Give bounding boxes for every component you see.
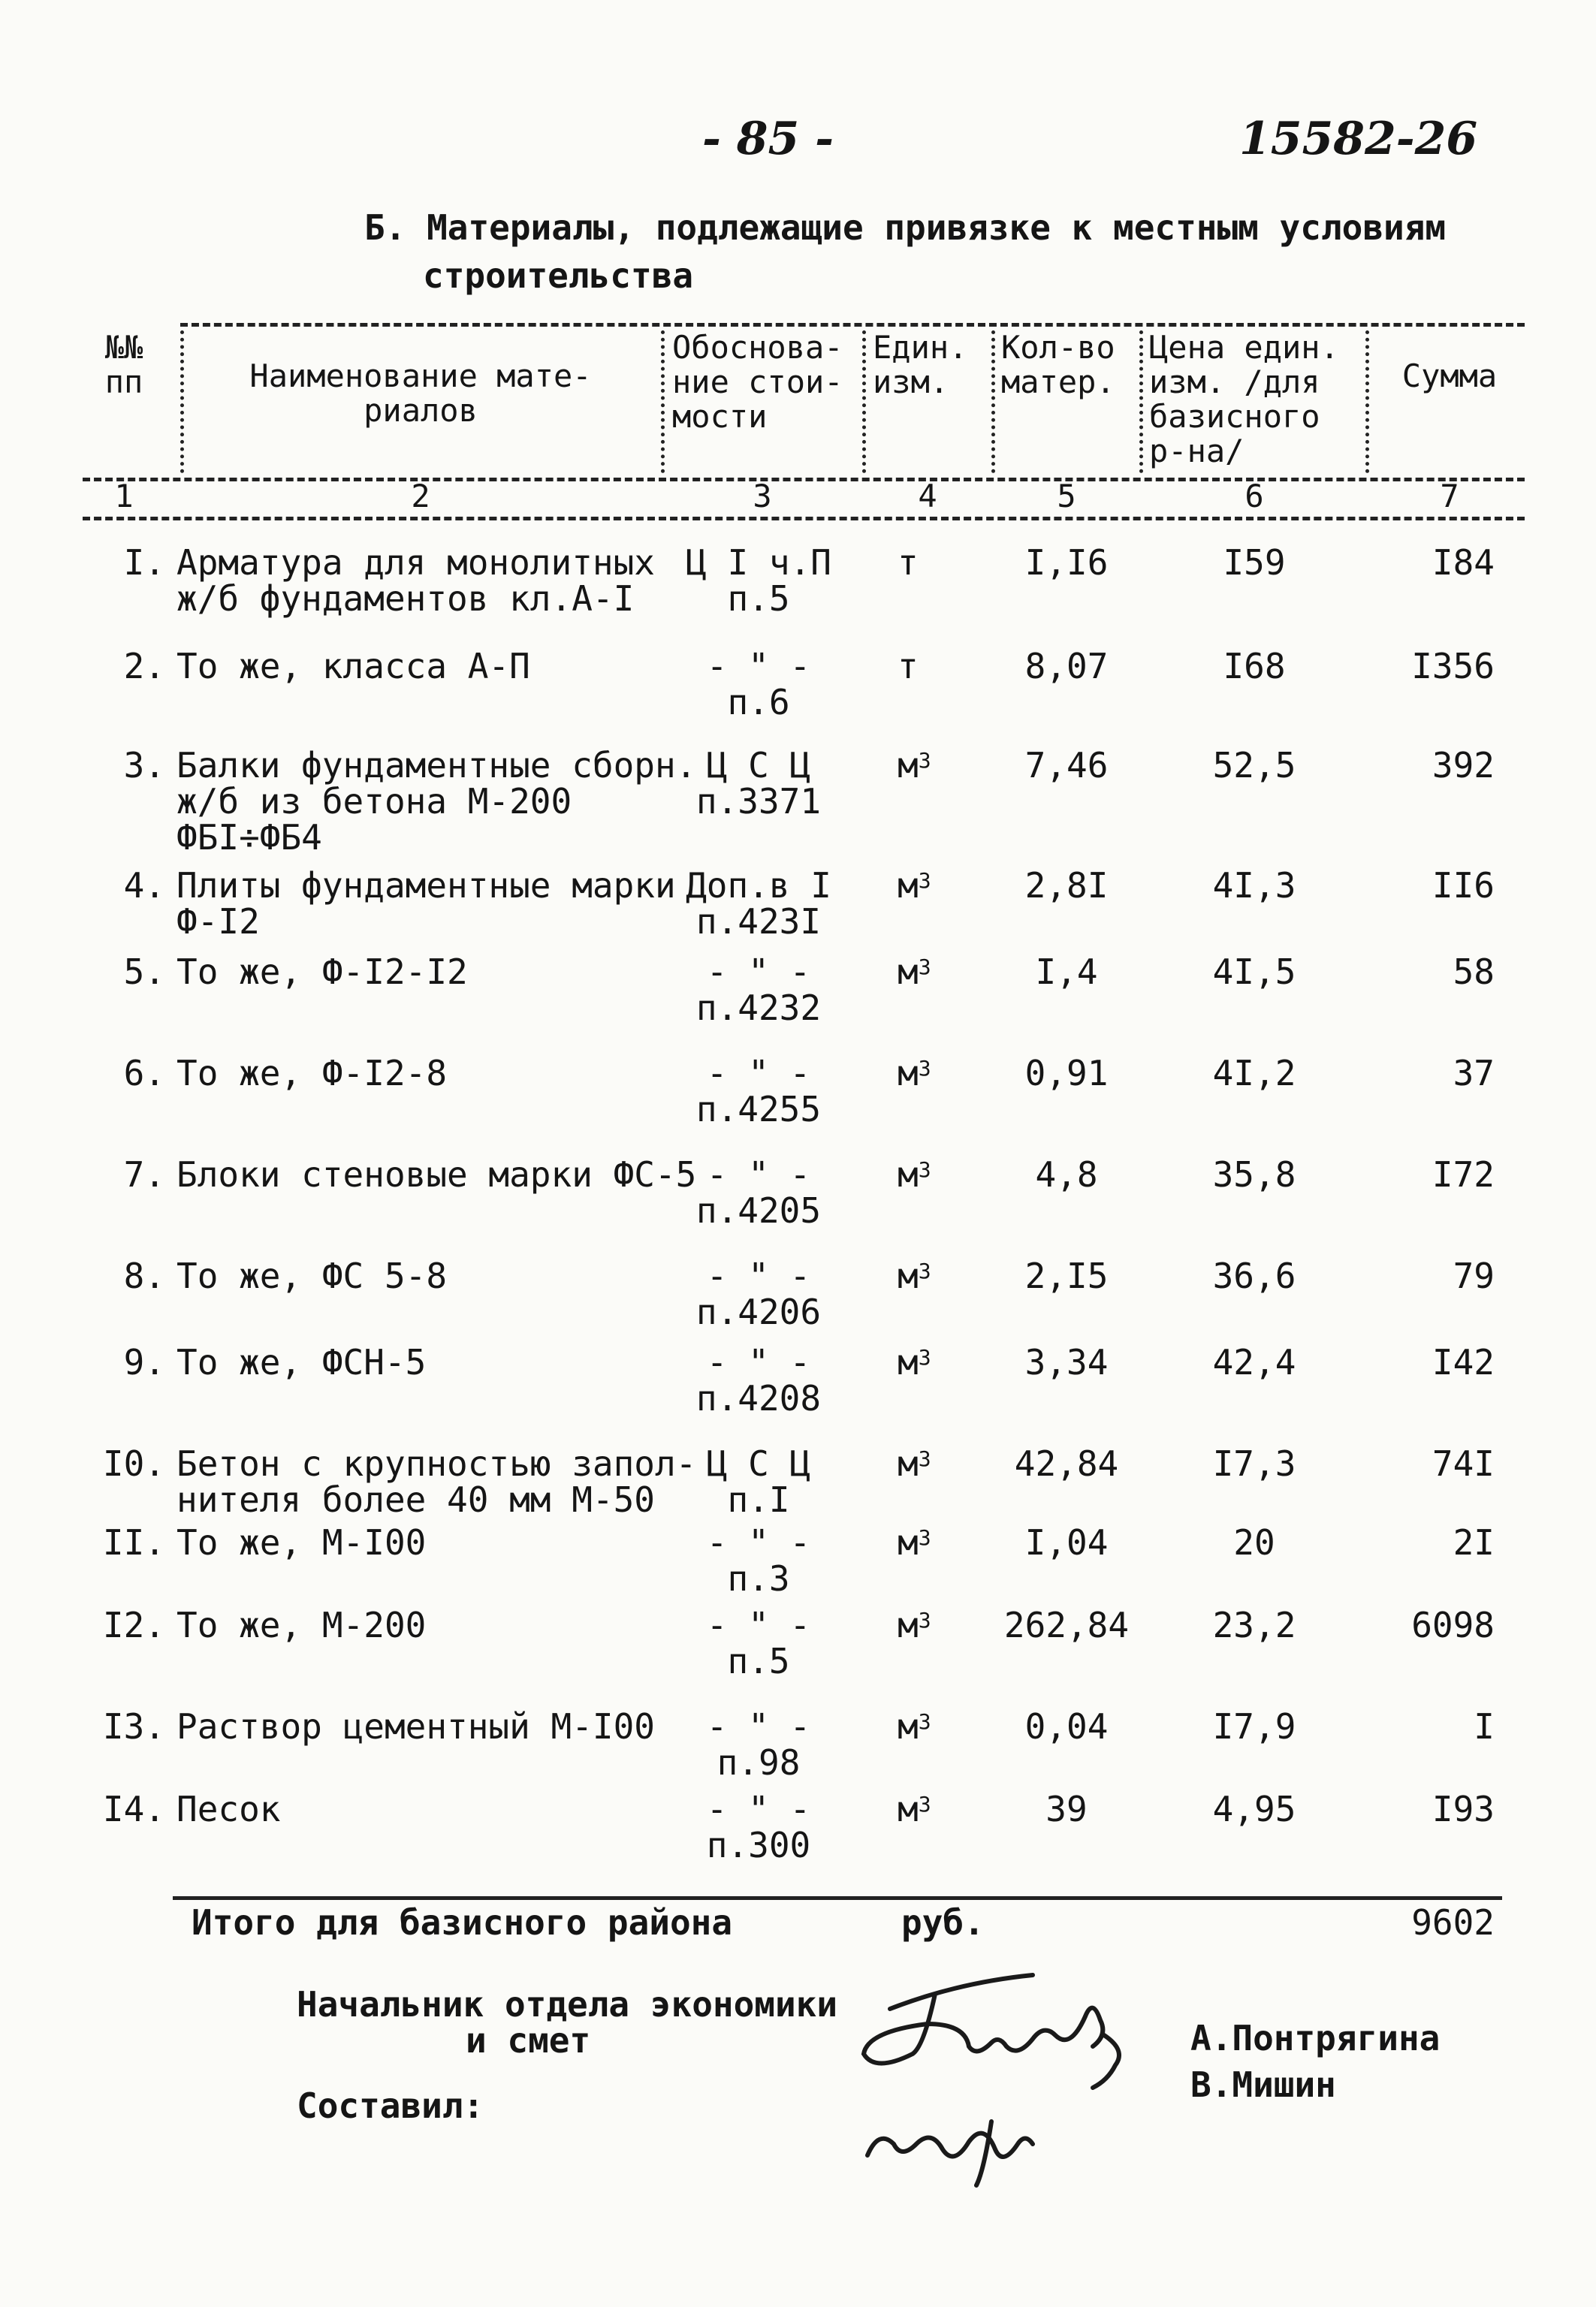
total-rule [173, 1896, 1502, 1900]
quantity: 0,04 [1024, 1706, 1109, 1747]
header-divider [991, 330, 995, 473]
material-name: Раствор цементный М-I00 [176, 1706, 655, 1747]
header-divider [862, 330, 866, 473]
signatory-role: Начальник отдела экономики и смет [297, 1984, 838, 2061]
unit-price: 52,5 [1212, 745, 1296, 786]
total-unit: руб. [901, 1902, 985, 1943]
header-bottom-rule [83, 517, 1525, 520]
header-unit: Един. изм. [873, 329, 968, 400]
sum: 392 [1432, 745, 1495, 786]
header-num: №№ пп [104, 329, 143, 400]
unit: $м^3$ [898, 1154, 931, 1195]
sum: 79 [1453, 1256, 1495, 1296]
quantity: 2,8I [1024, 865, 1109, 906]
cost-basis: - " - п.4208 [695, 1342, 822, 1419]
material-name: Песок [176, 1789, 281, 1829]
sum: 58 [1453, 951, 1495, 992]
quantity: 42,84 [1014, 1443, 1119, 1484]
col-number: 6 [1245, 478, 1264, 514]
cost-basis: - " - п.98 [706, 1706, 811, 1783]
material-name: То же, М-I00 [176, 1522, 427, 1563]
cost-basis: - " - п.4255 [695, 1053, 822, 1129]
cost-basis: - " - п.6 [706, 646, 811, 722]
cost-basis: - " - п.4206 [695, 1256, 822, 1332]
sum: I [1474, 1706, 1495, 1747]
quantity: 8,07 [1024, 646, 1109, 686]
unit: $м^3$ [898, 745, 931, 786]
material-name: То же, ФСН-5 [176, 1342, 427, 1383]
row-number: 5. [123, 951, 165, 992]
material-name: То же, Ф-I2-8 [176, 1053, 448, 1093]
compiler-role: Составил: [297, 2085, 484, 2126]
sum: I72 [1432, 1154, 1495, 1195]
quantity: I,4 [1035, 951, 1098, 992]
sum: II6 [1432, 865, 1495, 906]
unit-price: 4I,5 [1212, 951, 1296, 992]
cost-basis: - " - п.4232 [695, 951, 822, 1028]
material-name: То же, Ф-I2-I2 [176, 951, 468, 992]
row-number: I2. [102, 1605, 165, 1645]
quantity: I,04 [1024, 1522, 1109, 1563]
header-name: Наименование мате- риалов [249, 357, 592, 429]
quantity: I,I6 [1024, 542, 1109, 583]
cost-basis: Доп.в I п.423I [686, 865, 831, 942]
material-name: То же, класса А-П [176, 646, 530, 686]
unit-price: 42,4 [1212, 1342, 1296, 1383]
unit: $м^3$ [898, 865, 931, 906]
col-number: 4 [918, 478, 937, 514]
unit-price: 23,2 [1212, 1605, 1296, 1645]
col-number: 2 [411, 478, 430, 514]
row-number: I. [123, 542, 165, 583]
header-divider [661, 330, 665, 473]
row-number: I3. [102, 1706, 165, 1747]
cost-basis: Ц I ч.П п.5 [686, 542, 831, 619]
cost-basis: - " - п.3 [706, 1522, 811, 1599]
signatory-name: А.Понтрягина [1190, 2018, 1441, 2058]
col-number: 7 [1440, 478, 1459, 514]
sum: 6098 [1411, 1605, 1495, 1645]
material-name: Блоки стеновые марки ФС-5 [176, 1154, 697, 1195]
cost-basis: - " - п.5 [706, 1605, 811, 1681]
unit: $м^3$ [898, 1443, 931, 1484]
total-label: Итого для базисного района [192, 1902, 733, 1943]
row-number: 8. [123, 1256, 165, 1296]
unit: т [898, 542, 919, 583]
page-number: - 85 - [702, 113, 834, 165]
unit-price: 4I,2 [1212, 1053, 1296, 1093]
row-number: 3. [123, 745, 165, 786]
header-sum: Сумма [1401, 357, 1498, 394]
material-name: Плиты фундаментные марки Ф-I2 [176, 865, 676, 942]
material-name: Арматура для монолитных ж/б фундаментов кл.А-I [176, 542, 655, 619]
compiler-name: В.Мишин [1190, 2064, 1336, 2105]
header-basis: Обоснова- ние стои- мости [672, 329, 843, 435]
quantity: 262,84 [1003, 1605, 1130, 1645]
unit-price: 36,6 [1212, 1256, 1296, 1296]
header-qty: Кол-во матер. [1001, 329, 1115, 400]
row-number: I4. [102, 1789, 165, 1829]
quantity: 4,8 [1035, 1154, 1098, 1195]
unit: $м^3$ [898, 951, 931, 992]
header-divider [180, 330, 184, 473]
sum: 37 [1453, 1053, 1495, 1093]
quantity: 7,46 [1024, 745, 1109, 786]
unit: $м^3$ [898, 1605, 931, 1645]
material-name: Бетон с крупностью запол- нителя более 40 мм М-50 [176, 1443, 697, 1520]
header-top-rule [180, 323, 1525, 327]
row-number: 9. [123, 1342, 165, 1383]
sum: I93 [1432, 1789, 1495, 1829]
cost-basis: Ц С Ц п.I [706, 1443, 811, 1520]
unit-price: 4,95 [1212, 1789, 1296, 1829]
document-code: 15582-26 [1239, 113, 1478, 165]
sum: 2I [1453, 1522, 1495, 1563]
header-divider [1365, 330, 1369, 473]
col-number: 3 [753, 478, 772, 514]
quantity: 3,34 [1024, 1342, 1109, 1383]
table-header [0, 0, 1596, 526]
row-number: 4. [123, 865, 165, 906]
cost-basis: - " - п.300 [706, 1789, 811, 1865]
material-name: То же, М-200 [176, 1605, 427, 1645]
quantity: 2,I5 [1024, 1256, 1109, 1296]
sum: I356 [1411, 646, 1495, 686]
sum: I84 [1432, 542, 1495, 583]
total-value: 9602 [1411, 1902, 1495, 1943]
material-name: Балки фундаментные сборн. ж/б из бетона М-200 ФБI÷ФБ4 [176, 745, 697, 858]
section-title: Б. Материалы, подлежащие привязке к местным условиям [364, 207, 1447, 248]
unit: $м^3$ [898, 1789, 931, 1829]
unit-price: I59 [1223, 542, 1286, 583]
unit: $м^3$ [898, 1706, 931, 1747]
header-divider [1139, 330, 1143, 473]
col-number: 5 [1057, 478, 1076, 514]
sum: 74I [1432, 1443, 1495, 1484]
col-number: 1 [114, 478, 134, 514]
row-number: 7. [123, 1154, 165, 1195]
unit-price: I7,3 [1212, 1443, 1296, 1484]
quantity: 0,91 [1024, 1053, 1109, 1093]
unit-price: 20 [1233, 1522, 1275, 1563]
row-number: II. [102, 1522, 165, 1563]
header-price: Цена един. изм. /для базисного р-на/ [1149, 329, 1339, 469]
cost-basis: - " - п.4205 [695, 1154, 822, 1231]
unit-price: I7,9 [1212, 1706, 1296, 1747]
unit: $м^3$ [898, 1342, 931, 1383]
quantity: 39 [1045, 1789, 1088, 1829]
unit-price: 4I,3 [1212, 865, 1296, 906]
unit-price: 35,8 [1212, 1154, 1296, 1195]
unit: т [898, 646, 919, 686]
section-title-continued: строительства [423, 255, 694, 296]
row-number: 2. [123, 646, 165, 686]
sum: I42 [1432, 1342, 1495, 1383]
cost-basis: Ц С Ц п.3371 [695, 745, 822, 822]
material-name: То же, ФС 5-8 [176, 1256, 448, 1296]
signature-graphic [845, 1953, 1175, 2193]
unit-price: I68 [1223, 646, 1286, 686]
row-number: I0. [102, 1443, 165, 1484]
unit: $м^3$ [898, 1256, 931, 1296]
unit: $м^3$ [898, 1053, 931, 1093]
unit: $м^3$ [898, 1522, 931, 1563]
row-number: 6. [123, 1053, 165, 1093]
